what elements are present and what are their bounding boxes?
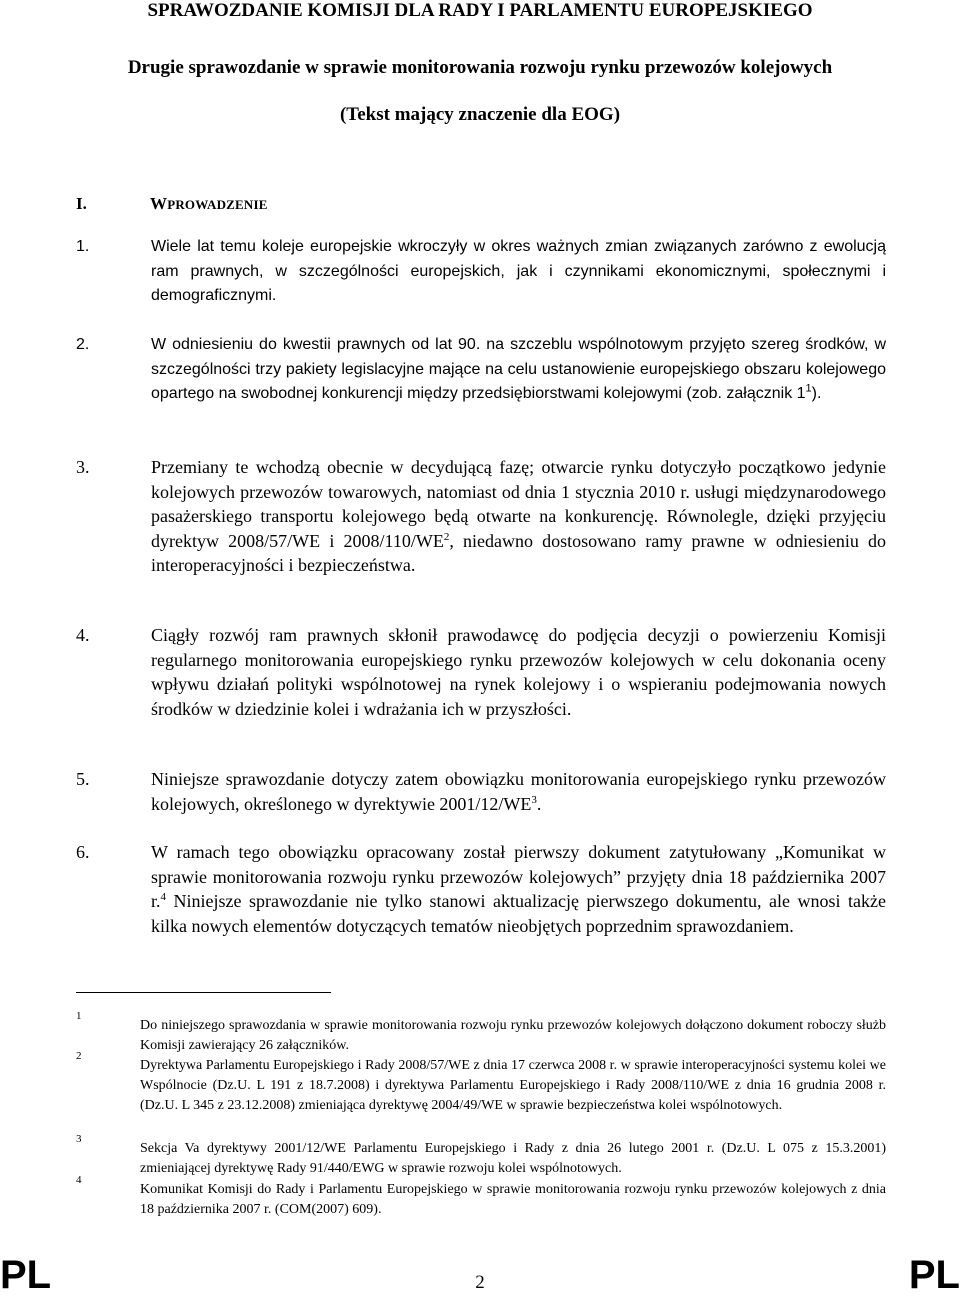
paragraph-number: 3. bbox=[76, 457, 90, 477]
paragraph-1 bbox=[76, 235, 886, 309]
paragraph-text-part: W ramach tego obowiązku opracowany został pierwszy dokument zatytułowany „Komunikat w sprawie monitorowania rozwoju rynku przewozów kolejowych” przyjęty dnia 18 października 2007 r. bbox=[151, 842, 886, 912]
section-number: I. bbox=[76, 194, 87, 213]
footnote-text: Dyrektywa Parlamentu Europejskiego i Rady 2008/57/WE z dnia 17 czerwca 2008 r. w sprawie interoperacyjności systemu kolei we Wspólnocie (Dz.U. L 191 z 18.7.2008) i dyrektywa Parlamentu Europejskiego i Rady 2008/110/WE z dnia 16 grudnia 2008 r. (Dz.U. L 345 z 23.12.2008) zmieniająca dyrektywę 2004/49/WE w sprawie bezpieczeństwa kolei wspólnotowych. bbox=[140, 1058, 886, 1113]
paragraph-text bbox=[151, 767, 886, 816]
footnote-ref-4: 4 bbox=[160, 891, 167, 904]
page-number: 2 bbox=[475, 1272, 485, 1293]
footnote-text: Komunikat Komisji do Rady i Parlamentu Europejskiego w sprawie monitorowania rozwoju rynku przewozów kolejowych z dnia 18 października 2007 r. (COM(2007) 609). bbox=[140, 1182, 886, 1217]
paragraph-text-part: Niniejsze sprawozdanie nie tylko stanowi aktualizację pierwszego dokumentu, ale wnosi także kilka nowych elementów dotyczących tematów nieobjętych poprzednim sprawozdaniem. bbox=[151, 891, 886, 936]
paragraph-text-part: . bbox=[536, 793, 542, 814]
footnote-1 bbox=[76, 1010, 886, 1056]
paragraph-number: 1. bbox=[76, 238, 90, 255]
paragraph-5 bbox=[76, 767, 886, 816]
paragraph-text-part: Niniejsze sprawozdanie dotyczy zatem obowiązku monitorowania europejskiego rynku przewozów kolejowych, określonego w dyrektywie 2001/12/WE bbox=[151, 769, 886, 814]
footnote-number: 2 bbox=[76, 1050, 82, 1062]
paragraph-3 bbox=[76, 455, 886, 578]
footnote-ref-3: 3 bbox=[531, 793, 537, 806]
paragraph-text bbox=[151, 455, 886, 578]
footnote-number: 1 bbox=[76, 1010, 82, 1022]
paragraph-number: 4. bbox=[76, 625, 90, 645]
footnote-number: 4 bbox=[76, 1174, 82, 1186]
paragraph-text-part: , niedawno dostosowano ramy prawne w odniesieniu do interoperacyjności i bezpieczeństwa. bbox=[151, 530, 886, 576]
document-title: SPRAWOZDANIE KOMISJI DLA RADY I PARLAMENTU EUROPEJSKIEGO bbox=[147, 0, 813, 21]
paragraph-text: Ciągły rozwój ram prawnych skłonił prawodawcę do podjęcia decyzji o powierzeniu Komisji regularnego monitorowania europejskiego rynku przewozów kolejowych w celu dokonania oceny wpływu działań polityki wspólnotowej na rynek kolejowy i o wspieraniu podejmowania nowych środków w dziedzinie kolei i wdrażania ich w przyszłości. bbox=[151, 625, 886, 719]
footnote-number: 3 bbox=[76, 1133, 82, 1145]
section-title-rest: PROWADZENIE bbox=[167, 197, 268, 212]
paragraph-2 bbox=[76, 333, 886, 407]
paragraph-number: 5. bbox=[76, 769, 90, 789]
paragraph-number: 6. bbox=[76, 842, 90, 862]
paragraph-4 bbox=[76, 623, 886, 721]
footnote-text: Do niniejszego sprawozdania w sprawie monitorowania rozwoju rynku przewozów kolejowych dołączono dokument roboczy służb Komisji zawierający 26 załączników. bbox=[140, 1018, 886, 1053]
footnote-4 bbox=[76, 1174, 886, 1220]
section-title-cap: W bbox=[150, 194, 168, 213]
document-subtitle: Drugie sprawozdanie w sprawie monitorowania rozwoju rynku przewozów kolejowych bbox=[127, 57, 833, 78]
footnote-2 bbox=[76, 1050, 886, 1115]
paragraph-6 bbox=[76, 840, 886, 938]
footnote-ref-2: 2 bbox=[443, 530, 450, 543]
paragraph-text-part: W odniesieniu do kwestii prawnych od lat 90. na szczeblu wspólnotowym przyjęto szereg środków, w szczególności trzy pakiety legislacyjne mające na celu ustanowienie europejskiego obszaru kolejowego opartego na swobodnej konkurencji między przedsiębiorstwami kolejowymi (zob. załącznik 1 bbox=[151, 336, 886, 403]
paragraph-text bbox=[151, 840, 886, 938]
paragraph-text: Wiele lat temu koleje europejskie wkroczyły w okres ważnych zmian związanych zarówno z ewolucją ram prawnych, w szczególności europejskich, jak i czynnikami ekonomicznymi, społecznymi i demograficznymi. bbox=[151, 238, 886, 305]
footnote-ref-1: 1 bbox=[805, 382, 812, 395]
eea-relevance-note: (Tekst mający znaczenie dla EOG) bbox=[339, 104, 621, 125]
language-code-left: PL bbox=[0, 1253, 52, 1297]
language-code-right: PL bbox=[908, 1253, 960, 1297]
paragraph-text bbox=[151, 333, 886, 407]
footnote-text: Sekcja Va dyrektywy 2001/12/WE Parlamentu Europejskiego i Rady z dnia 26 lutego 2001 r. (Dz.U. L 075 z 15.3.2001) zmieniającej dyrektywę Rady 91/440/EWG w sprawie rozwoju kolei wspólnotowych. bbox=[140, 1141, 886, 1176]
paragraph-number: 2. bbox=[76, 336, 90, 353]
section-title bbox=[150, 193, 268, 216]
footnote-3 bbox=[76, 1133, 886, 1179]
paragraph-text-part: ). bbox=[811, 385, 822, 403]
paragraph-text-part: Przemiany te wchodzą obecnie w decydującą fazę; otwarcie rynku dotyczyło początkowo jedynie kolejowych przewozów towarowych, natomiast od dnia 1 stycznia 2010 r. usługi międzynarodowego pasażerskiego transportu kolejowego będą otwarte na konkurencję. Równolegle, dzięki przyjęciu dyrektyw 2008/57/WE i 2008/110/WE bbox=[151, 457, 886, 551]
footnote-divider bbox=[76, 992, 331, 993]
